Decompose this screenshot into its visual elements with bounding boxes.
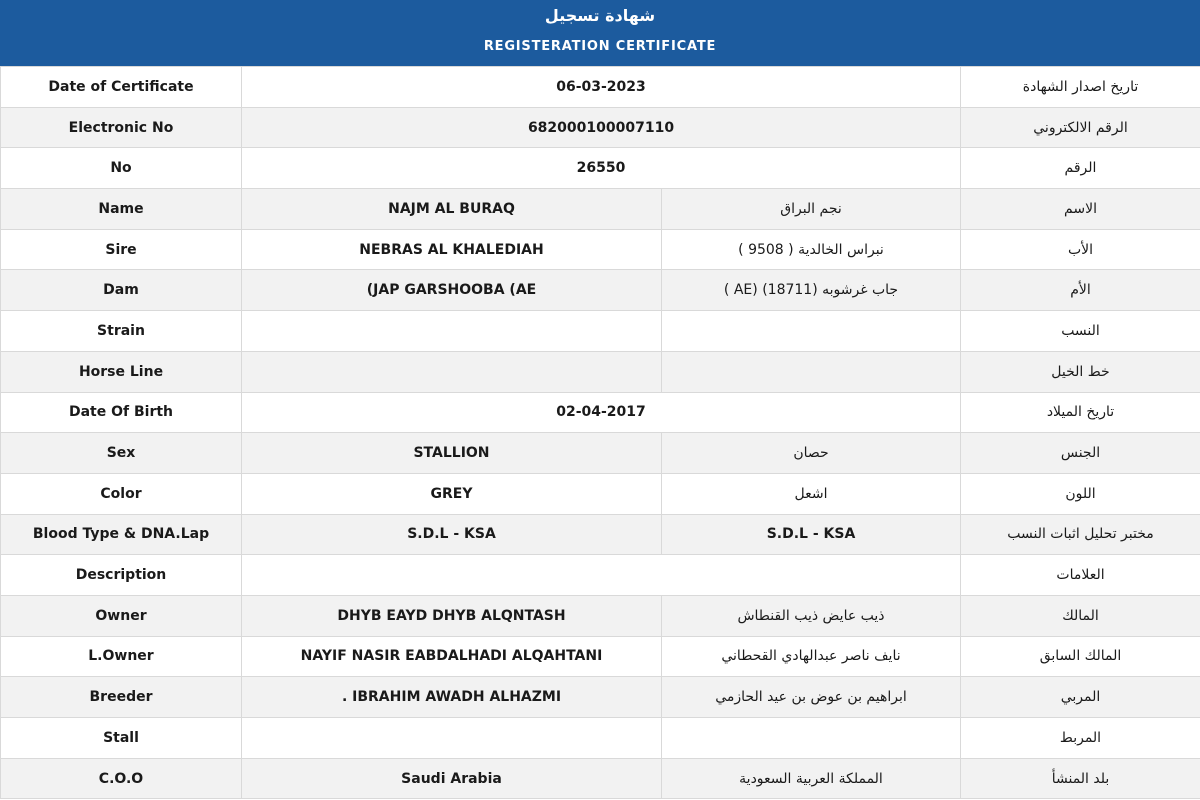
label-ar: النسب	[961, 311, 1200, 352]
value-en: S.D.L - KSA	[242, 514, 662, 555]
row-date-of-certificate	[1, 67, 1200, 108]
value-ar	[662, 351, 961, 392]
label-en: Description	[1, 555, 242, 596]
label-en: Date Of Birth	[1, 392, 242, 433]
row-dam	[1, 270, 1200, 311]
certificate-table	[0, 66, 1200, 799]
value-en: NEBRAS AL KHALEDIAH	[242, 229, 662, 270]
value-ar	[662, 311, 961, 352]
value-en: (JAP GARSHOOBA (AE	[242, 270, 662, 311]
title-arabic: شهادة تسجيل	[544, 6, 656, 25]
label-ar: العلامات	[961, 555, 1200, 596]
label-en: Breeder	[1, 677, 242, 718]
row-sire	[1, 229, 1200, 270]
label-ar: الأب	[961, 229, 1200, 270]
label-ar: المربي	[961, 677, 1200, 718]
value-en	[242, 351, 662, 392]
row-color	[1, 473, 1200, 514]
row-sex	[1, 433, 1200, 474]
label-ar: المالك السابق	[961, 636, 1200, 677]
label-ar: بلد المنشأ	[961, 758, 1200, 799]
label-en: No	[1, 148, 242, 189]
row-date-of-birth	[1, 392, 1200, 433]
label-en: Color	[1, 473, 242, 514]
label-ar: مختبر تحليل اثبات النسب	[961, 514, 1200, 555]
label-ar: الجنس	[961, 433, 1200, 474]
value-ar	[662, 718, 961, 759]
value-ar: ذيب عايض ذيب القنطاش	[662, 595, 961, 636]
value-en: NAJM AL BURAQ	[242, 189, 662, 230]
certificate-header	[0, 0, 1200, 66]
label-en: Horse Line	[1, 351, 242, 392]
label-en: L.Owner	[1, 636, 242, 677]
value-ar: S.D.L - KSA	[662, 514, 961, 555]
value-ar: المملكة العربية السعودية	[662, 758, 961, 799]
value: 682000100007110	[242, 107, 961, 148]
label-ar: تاريخ اصدار الشهادة	[961, 67, 1200, 108]
label-en: Electronic No	[1, 107, 242, 148]
value-ar: ابراهيم بن عوض بن عيد الحازمي	[662, 677, 961, 718]
row-strain	[1, 311, 1200, 352]
value-en	[242, 718, 662, 759]
label-ar: خط الخيل	[961, 351, 1200, 392]
value-ar: حصان	[662, 433, 961, 474]
title-english: REGISTERATION CERTIFICATE	[483, 39, 717, 54]
row-coo	[1, 758, 1200, 799]
label-ar: الرقم الالكتروني	[961, 107, 1200, 148]
value: 06-03-2023	[242, 67, 961, 108]
label-ar: الأم	[961, 270, 1200, 311]
label-en: Dam	[1, 270, 242, 311]
row-description	[1, 555, 1200, 596]
label-ar: اللون	[961, 473, 1200, 514]
value	[242, 555, 961, 596]
row-breeder	[1, 677, 1200, 718]
value-ar: نايف ناصر عبدالهادي القحطاني	[662, 636, 961, 677]
label-en: Blood Type & DNA.Lap	[1, 514, 242, 555]
value-ar: اشعل	[662, 473, 961, 514]
row-owner	[1, 595, 1200, 636]
label-en: C.O.O	[1, 758, 242, 799]
label-ar: الاسم	[961, 189, 1200, 230]
label-en: Stall	[1, 718, 242, 759]
row-horse-line	[1, 351, 1200, 392]
label-en: Sex	[1, 433, 242, 474]
label-ar: المربط	[961, 718, 1200, 759]
value-en: STALLION	[242, 433, 662, 474]
label-en: Sire	[1, 229, 242, 270]
label-ar: المالك	[961, 595, 1200, 636]
label-en: Date of Certificate	[1, 67, 242, 108]
value-en: GREY	[242, 473, 662, 514]
row-l-owner	[1, 636, 1200, 677]
row-name	[1, 189, 1200, 230]
value-ar: جاب غرشوبه (18711) (AE )	[662, 270, 961, 311]
row-stall	[1, 718, 1200, 759]
value-en: Saudi Arabia	[242, 758, 662, 799]
value-en: DHYB EAYD DHYB ALQNTASH	[242, 595, 662, 636]
label-en: Name	[1, 189, 242, 230]
row-no	[1, 148, 1200, 189]
label-ar: تاريخ الميلاد	[961, 392, 1200, 433]
value-en	[242, 311, 662, 352]
row-electronic-no	[1, 107, 1200, 148]
label-en: Strain	[1, 311, 242, 352]
value-ar: نبراس الخالدية ( 9508 )	[662, 229, 961, 270]
label-en: Owner	[1, 595, 242, 636]
value-en: NAYIF NASIR EABDALHADI ALQAHTANI	[242, 636, 662, 677]
value-ar: نجم البراق	[662, 189, 961, 230]
row-blood-type	[1, 514, 1200, 555]
value-en: . IBRAHIM AWADH ALHAZMI	[242, 677, 662, 718]
value: 02-04-2017	[242, 392, 961, 433]
label-ar: الرقم	[961, 148, 1200, 189]
value: 26550	[242, 148, 961, 189]
